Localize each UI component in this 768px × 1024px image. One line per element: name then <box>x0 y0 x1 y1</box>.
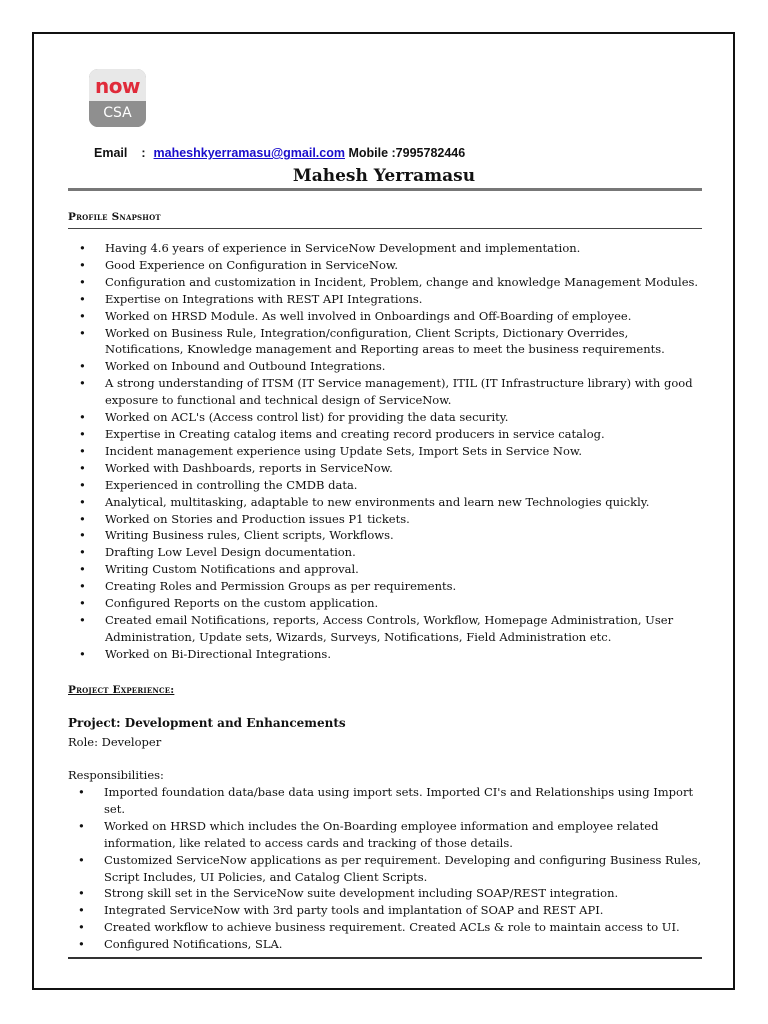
list-item: • Integrated ServiceNow with 3rd party tools and implantation of SOAP and REST API. <box>68 902 704 919</box>
list-item: • Writing Custom Notifications and approval. <box>68 561 705 578</box>
list-item: • Worked on Business Rule, Integration/configuration, Client Scripts, Dictionary Overrides, Notifications, Knowledge management and Reporting areas to meet the business requirements. <box>68 325 705 359</box>
responsibilities-label: Responsibilities: <box>68 768 164 782</box>
responsibilities-list <box>68 784 704 953</box>
list-item: • Worked with Dashboards, reports in ServiceNow. <box>68 460 705 477</box>
profile-snapshot-heading: Profile Snapshot <box>68 211 161 223</box>
email-link[interactable]: maheshkyerramasu@gmail.com <box>153 146 345 160</box>
list-item: • Good Experience on Configuration in ServiceNow. <box>68 257 705 274</box>
list-item: • Imported foundation data/base data using import sets. Imported CI's and Relationships using Import set. <box>68 784 704 818</box>
list-item: • Expertise on Integrations with REST API Integrations. <box>68 291 705 308</box>
list-item: • Incident management experience using Update Sets, Import Sets in Service Now. <box>68 443 705 460</box>
servicenow-csa-logo <box>89 69 146 127</box>
list-item: • Analytical, multitasking, adaptable to new environments and learn new Technologies quickly. <box>68 494 705 511</box>
project-experience-heading: Project Experience: <box>68 684 175 696</box>
bottom-divider <box>68 957 702 959</box>
list-item: • Configuration and customization in Incident, Problem, change and knowledge Management Modules. <box>68 274 705 291</box>
list-item: • Expertise in Creating catalog items and creating record producers in service catalog. <box>68 426 705 443</box>
list-item: • Configured Notifications, SLA. <box>68 936 704 953</box>
contact-line <box>94 146 465 160</box>
list-item: • Worked on HRSD Module. As well involved in Onboardings and Off-Boarding of employee. <box>68 308 705 325</box>
email-label: Email <box>94 146 128 160</box>
list-item: • Configured Reports on the custom application. <box>68 595 705 612</box>
logo-csa-text: CSA <box>89 101 146 127</box>
list-item: • Worked on ACL's (Access control list) for providing the data security. <box>68 409 705 426</box>
name-divider <box>68 188 702 191</box>
list-item: • Created email Notifications, reports, Access Controls, Workflow, Homepage Administration, User Administration, Update sets, Wizards, Surveys, Notifications, Field Administration etc. <box>68 612 705 646</box>
list-item: • Customized ServiceNow applications as per requirement. Developing and configuring Business Rules, Script Includes, UI Policies, and Catalog Client Scripts. <box>68 852 704 886</box>
list-item: • Worked on Inbound and Outbound Integrations. <box>68 358 705 375</box>
list-item: • Worked on Stories and Production issues P1 tickets. <box>68 511 705 528</box>
profile-divider <box>68 228 702 229</box>
list-item: • Drafting Low Level Design documentation. <box>68 544 705 561</box>
candidate-name: Mahesh Yerramasu <box>292 166 476 186</box>
list-item: • A strong understanding of ITSM (IT Service management), ITIL (IT Infrastructure library) with good exposure to functional and technical design of ServiceNow. <box>68 375 705 409</box>
list-item: • Having 4.6 years of experience in ServiceNow Development and implementation. <box>68 240 705 257</box>
list-item: • Strong skill set in the ServiceNow suite development including SOAP/REST integration. <box>68 885 704 902</box>
mobile-number: Mobile :7995782446 <box>348 146 466 160</box>
logo-now-text: now <box>89 69 146 101</box>
project-title: Project: Development and Enhancements <box>68 716 346 730</box>
list-item: • Writing Business rules, Client scripts, Workflows. <box>68 527 705 544</box>
list-item: • Worked on HRSD which includes the On-Boarding employee information and employee related information, like related to access cards and tracking of those details. <box>68 818 704 852</box>
list-item: • Creating Roles and Permission Groups as per requirements. <box>68 578 705 595</box>
email-colon: : <box>141 146 146 160</box>
profile-list <box>68 240 705 663</box>
list-item: • Worked on Bi-Directional Integrations. <box>68 646 705 663</box>
project-role: Role: Developer <box>68 735 162 749</box>
list-item: • Experienced in controlling the CMDB data. <box>68 477 705 494</box>
list-item: • Created workflow to achieve business requirement. Created ACLs & role to maintain access to UI. <box>68 919 704 936</box>
